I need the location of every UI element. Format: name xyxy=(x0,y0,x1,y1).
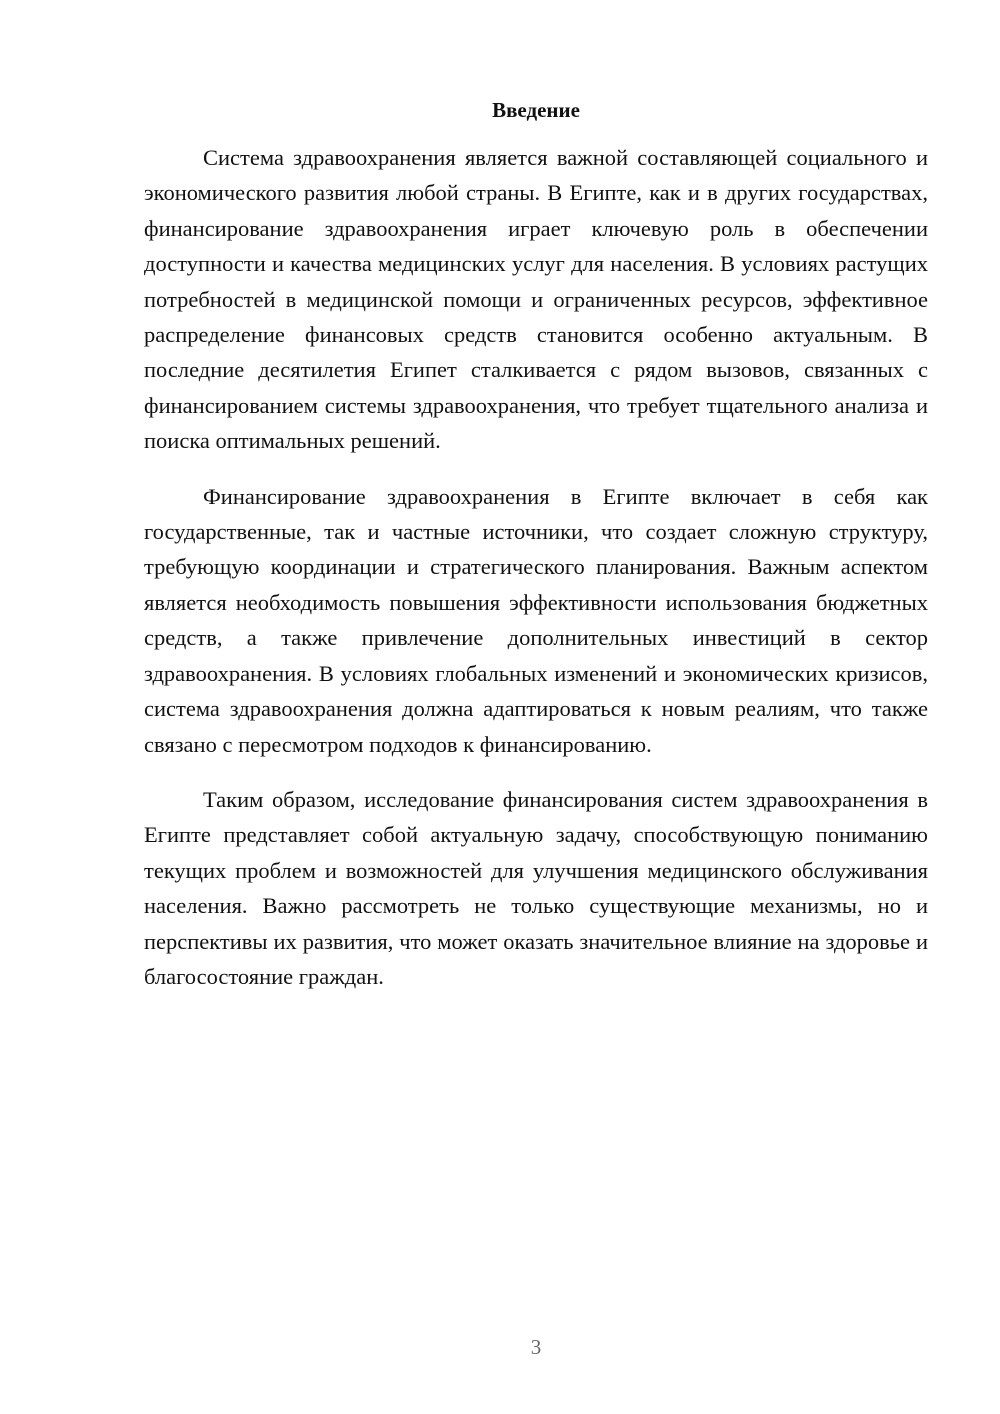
page-number: 3 xyxy=(530,1335,542,1359)
paragraph-1: Система здравоохранения является важной составляющей социального и экономического развития любой страны. В Египте, как и в других государствах, финансирование здравоохранения играет ключевую роль в обеспечении доступности и качества медицинских услуг для населения. В условиях растущих потребностей в медицинской помощи и ограниченных ресурсов, эффективное распределение финансовых средств становится особенно актуальным. В последние десятилетия Египет сталкивается с рядом вызовов, связанных с финансированием системы здравоохранения, что требует тщательного анализа и поиска оптимальных решений. xyxy=(144,145,928,454)
paragraph-2: Финансирование здравоохранения в Египте включает в себя как государственные, так и частные источники, что создает сложную структуру, требующую координации и стратегического планирования. Важным аспектом является необходимость повышения эффективности использования бюджетных средств, а также привлечение дополнительных инвестиций в сектор здравоохранения. В условиях глобальных изменений и экономических кризисов, система здравоохранения должна адаптироваться к новым реалиям, что также связано с пересмотром подходов к финансированию. xyxy=(144,483,928,757)
paragraph-3: Таким образом, исследование финансирования систем здравоохранения в Египте представляет собой актуальную задачу, способствующую пониманию текущих проблем и возможностей для улучшения медицинского обслуживания населения. Важно рассмотреть не только существующие механизмы, но и перспективы их развития, что может оказать значительное влияние на здоровье и благосостояние граждан. xyxy=(144,786,928,989)
section-title: Введение xyxy=(492,98,580,122)
page-content xyxy=(144,97,928,994)
